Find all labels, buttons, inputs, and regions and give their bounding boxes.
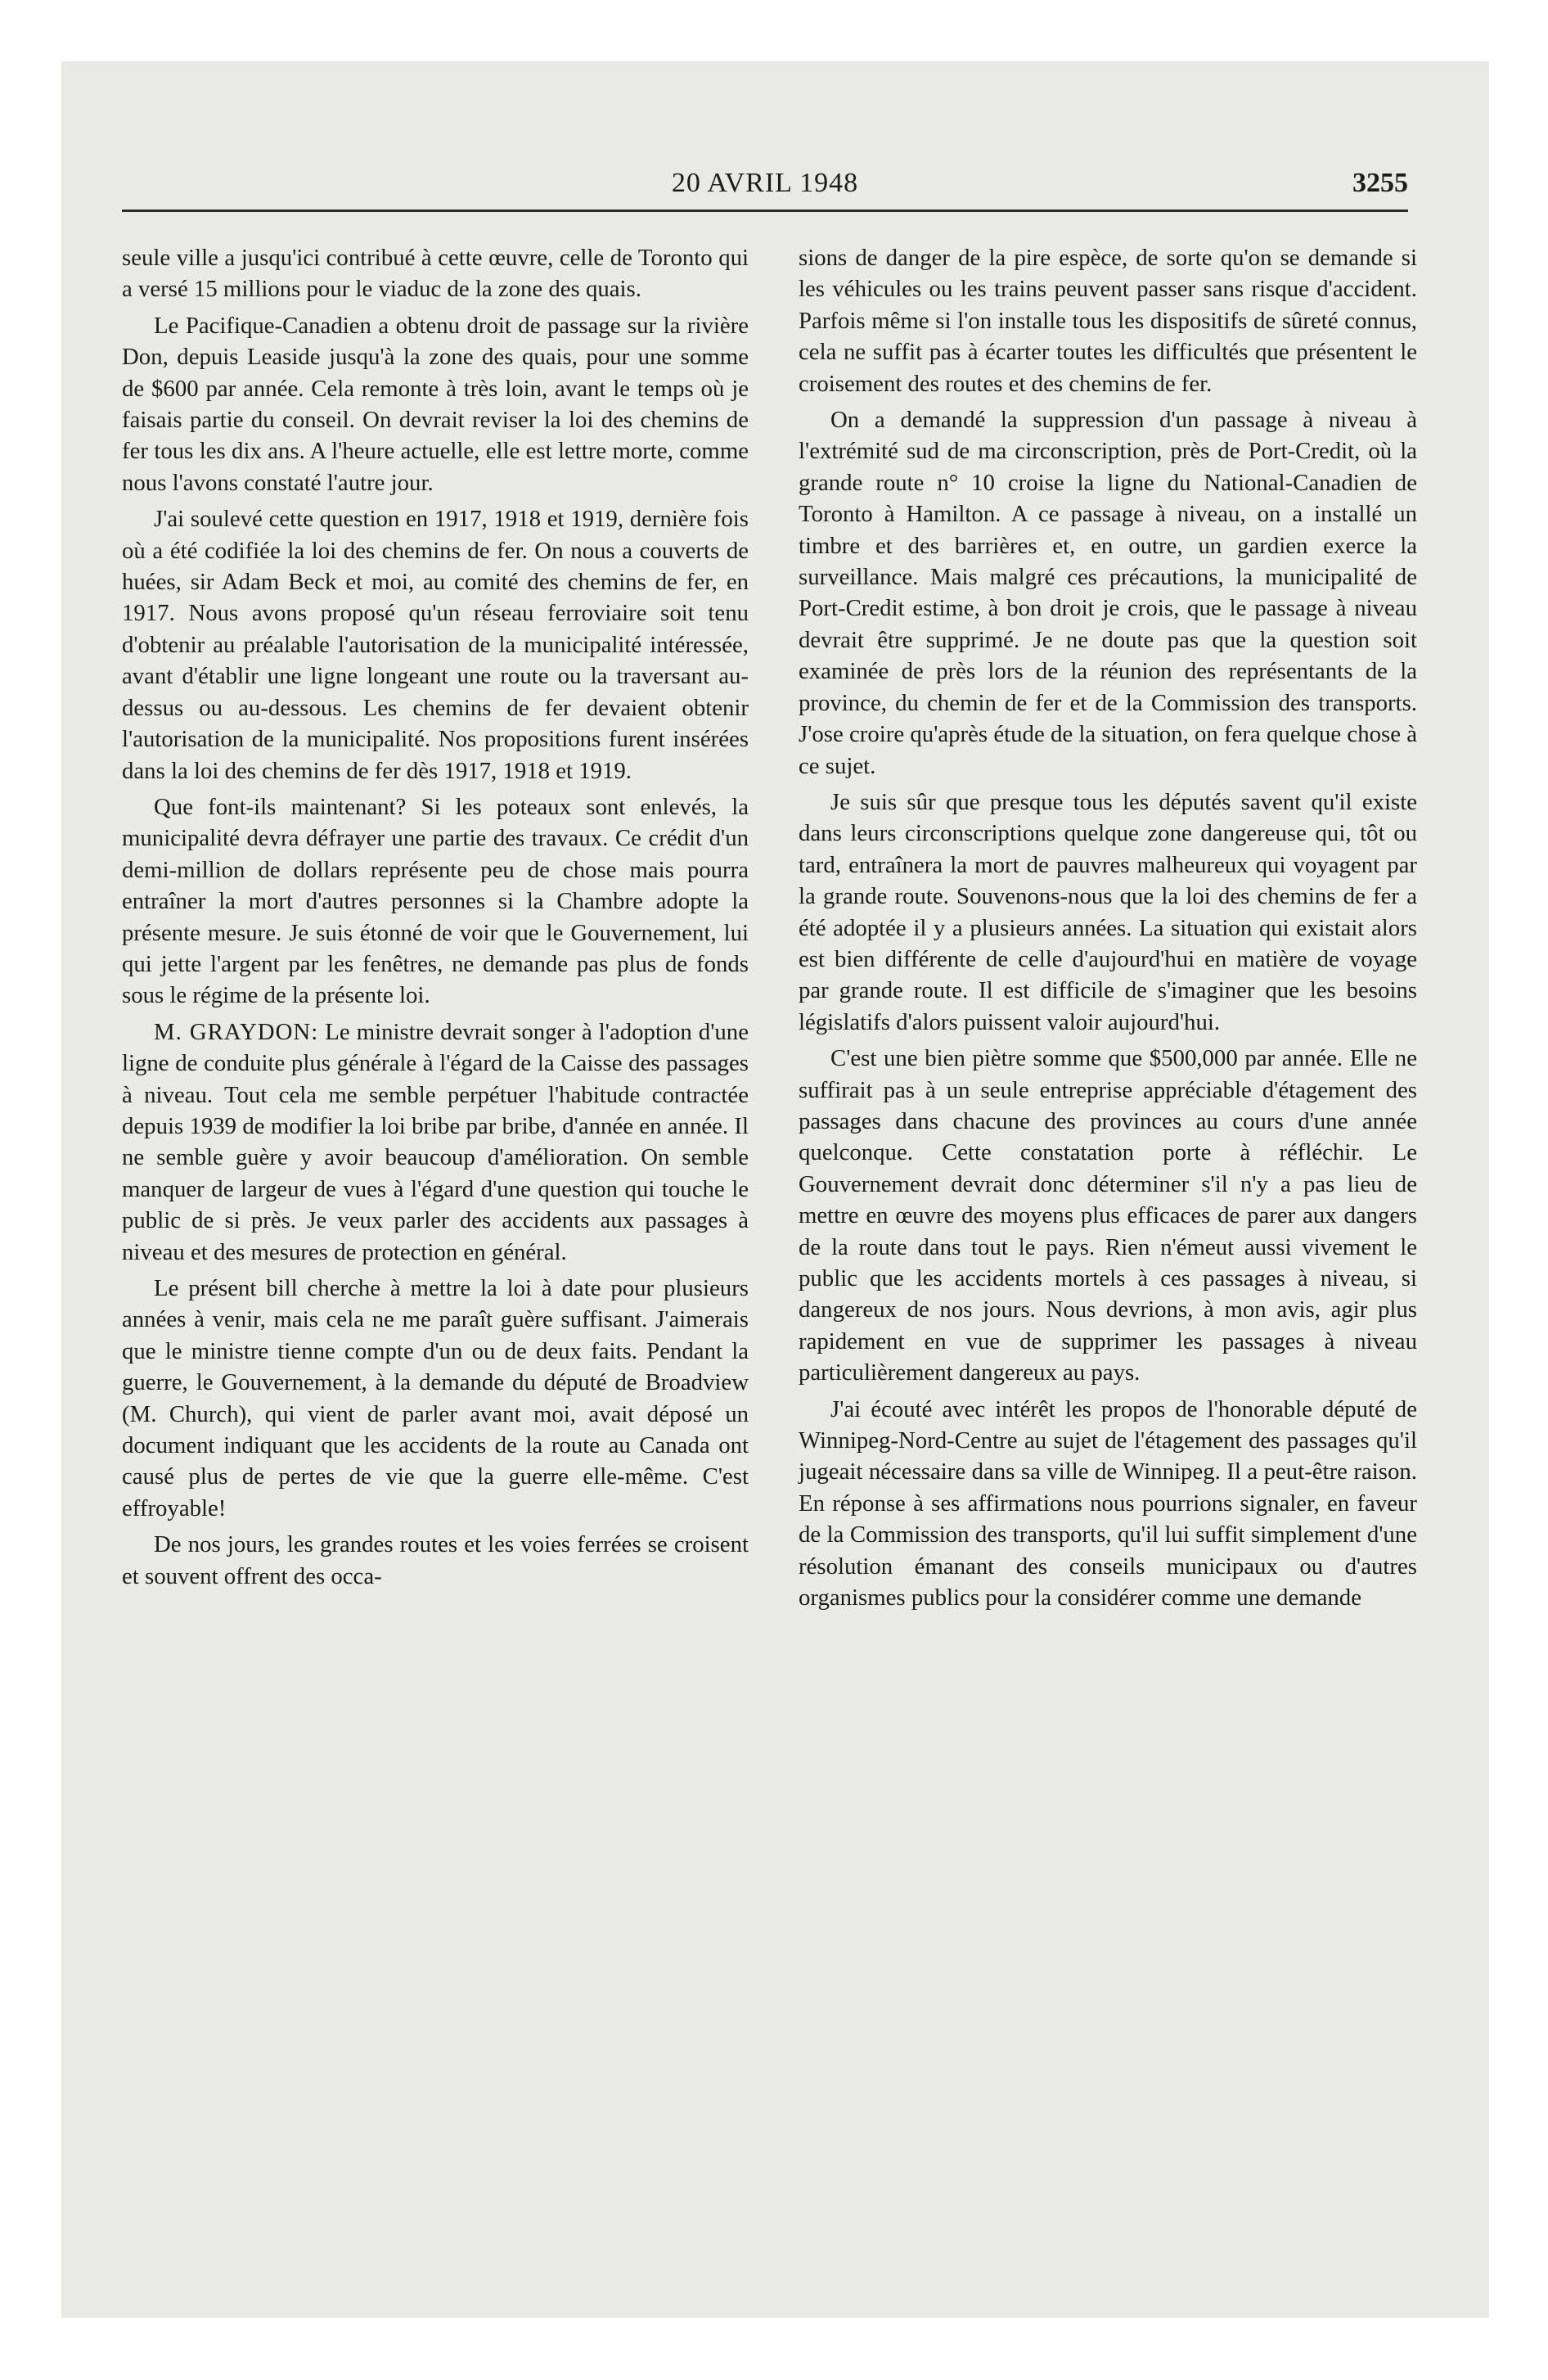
paragraph-text: Le ministre devrait songer à l'adoption d'une ligne de conduite plus générale à l'égard de la Caisse des passages à niveau. Tout cela me semble perpétuer l'habitude contractée depuis 1939 de modifier la loi bribe par bribe, d'année en année. Il ne semble guère y avoir beaucoup d'amélioration. On semble manquer de largeur de vues à l'égard d'une question qui touche le public de si près. Je veux parler des accidents aux passages à niveau et des mesures de protection en général. (122, 1018, 749, 1265)
paragraph-text: De nos jours, les grandes routes et les voies ferrées se croisent et souvent offrent des occa- (122, 1531, 749, 1589)
paragraph-text: Je suis sûr que presque tous les députés savent qu'il existe dans leurs circonscriptions quelque zone dangereuse qui, tôt ou tard, entraînera la mort de pauvres malheureux qui voyagent par la grande route. Souvenons-nous que la loi des chemins de fer a été adoptée il y a plusieurs années. La situation qui existait alors est bien différente de celle d'aujourd'hui en matière de voyage par grande route. Il est difficile de s'imaginer que les besoins législatifs d'alors puissent valoir aujourd'hui. (799, 788, 1417, 1035)
speaker-name: M. GRAYDON: (154, 1018, 319, 1045)
paragraph (122, 310, 749, 498)
paragraph (122, 1273, 749, 1524)
page-header (122, 168, 1408, 207)
paragraph-text: sions de danger de la pire espèce, de sorte qu'on se demande si les véhicules ou les trains peuvent passer sans risque d'accident. Parfois même si l'on installe tous les dispositifs de sûreté connus, cela ne suffit pas à écarter toutes les difficultés que présentent le croisement des routes et des chemins de fer. (799, 245, 1417, 397)
paragraph (122, 242, 749, 305)
left-column (122, 242, 749, 1597)
paragraph (799, 1043, 1417, 1388)
paragraph (799, 404, 1417, 782)
paragraph (122, 1529, 749, 1592)
paragraph-text: seule ville a jusqu'ici contribué à cette œuvre, celle de Toronto qui a versé 15 millions pour le viaduc de la zone des quais. (122, 245, 749, 303)
paragraph-text: J'ai soulevé cette question en 1917, 1918 et 1919, dernière fois où a été codifiée la loi des chemins de fer. On nous a couverts de huées, sir Adam Beck et moi, au comité des chemins de fer, en 1917. Nous avons proposé qu'un réseau ferroviaire soit tenu d'obtenir au préalable l'autorisation de la municipalité intéressée, avant d'établir une ligne longeant une route ou la traversant au-dessus ou au-dessous. Les chemins de fer devaient obtenir l'autorisation de la municipalité. Nos propositions furent insérées dans la loi des chemins de fer dès 1917, 1918 et 1919. (122, 506, 749, 784)
paragraph (799, 1394, 1417, 1614)
paragraph-text: On a demandé la suppression d'un passage à niveau à l'extrémité sud de ma circonscription, près de Port-Credit, où la grande route n° 10 croise la ligne du National-Canadien de Toronto à Hamilton. A ce passage à niveau, on a installé un timbre et des barrières et, en outre, un gardien exerce la surveillance. Mais malgré ces précautions, la municipalité de Port-Credit estime, à bon droit je crois, que le passage à niveau devrait être supprimé. Je ne doute pas que la question soit examinée de près lors de la réunion des représentants de la province, du chemin de fer et de la Commission des transports. J'ose croire qu'après étude de la situation, on fera quelque chose à ce sujet. (799, 407, 1417, 779)
paragraph (799, 787, 1417, 1038)
paragraph (122, 791, 749, 1012)
running-head-date: 20 AVRIL 1948 (671, 168, 859, 198)
paragraph (799, 242, 1417, 399)
paragraph-text: Le Pacifique-Canadien a obtenu droit de passage sur la rivière Don, depuis Leaside jusqu'à la zone des quais, pour une somme de $600 par année. Cela remonte à très loin, avant le temps où je faisais partie du conseil. On devrait reviser la loi des chemins de fer tous les dix ans. A l'heure actuelle, elle est lettre morte, comme nous l'avons constaté l'autre jour. (122, 312, 749, 496)
paragraph-text: Le présent bill cherche à mettre la loi à date pour plusieurs années à venir, mais cela ne me paraît guère suffisant. J'aimerais que le ministre tienne compte d'un ou de deux faits. Pendant la guerre, le Gouvernement, à la demande du député de Broadview (M. Church), qui vient de parler avant moi, avait déposé un document indiquant que les accidents de la route au Canada ont causé plus de pertes de vie que la guerre elle-même. C'est effroyable! (122, 1275, 749, 1521)
header-rule (122, 210, 1408, 212)
page-number: 3255 (1352, 168, 1408, 198)
paragraph-text: C'est une bien piètre somme que $500,000 par année. Elle ne suffirait pas à un seule entreprise appréciable d'étagement des passages dans chacune des provinces au cours d'une année quelconque. Cette constatation porte à réfléchir. Le Gouvernement devrait donc déterminer s'il n'y a pas lieu de mettre en œuvre des moyens plus efficaces de parer aux dangers de la route dans tout le pays. Rien n'émeut aussi vivement le public que les accidents mortels à ces passages à niveau, si dangereux de nos jours. Nous devrions, à mon avis, agir plus rapidement en vue de supprimer les passages à niveau particulièrement dangereux au pays. (799, 1045, 1417, 1386)
right-column (799, 242, 1417, 1618)
paragraph-text: Que font-ils maintenant? Si les poteaux sont enlevés, la municipalité devra défrayer une partie des travaux. Ce crédit d'un demi-million de dollars représente peu de chose mais pourra entraîner la mort d'autres personnes si la Chambre adopte la présente mesure. Je suis étonné de voir que le Gouvernement, lui qui jette l'argent par les fenêtres, ne demande pas plus de fonds sous le régime de la présente loi. (122, 793, 749, 1009)
paragraph-text: J'ai écouté avec intérêt les propos de l'honorable député de Winnipeg-Nord-Centre au sujet de l'étagement des passages qu'il jugeait nécessaire dans sa ville de Winnipeg. Il a peut-être raison. En réponse à ses affirmations nous pourrions signaler, en faveur de la Commission des transports, qu'il lui suffit simplement d'une résolution émanant des conseils municipaux ou d'autres organismes publics pour la considérer comme une demande (799, 1395, 1417, 1611)
paragraph (122, 503, 749, 787)
paragraph (122, 1016, 749, 1268)
